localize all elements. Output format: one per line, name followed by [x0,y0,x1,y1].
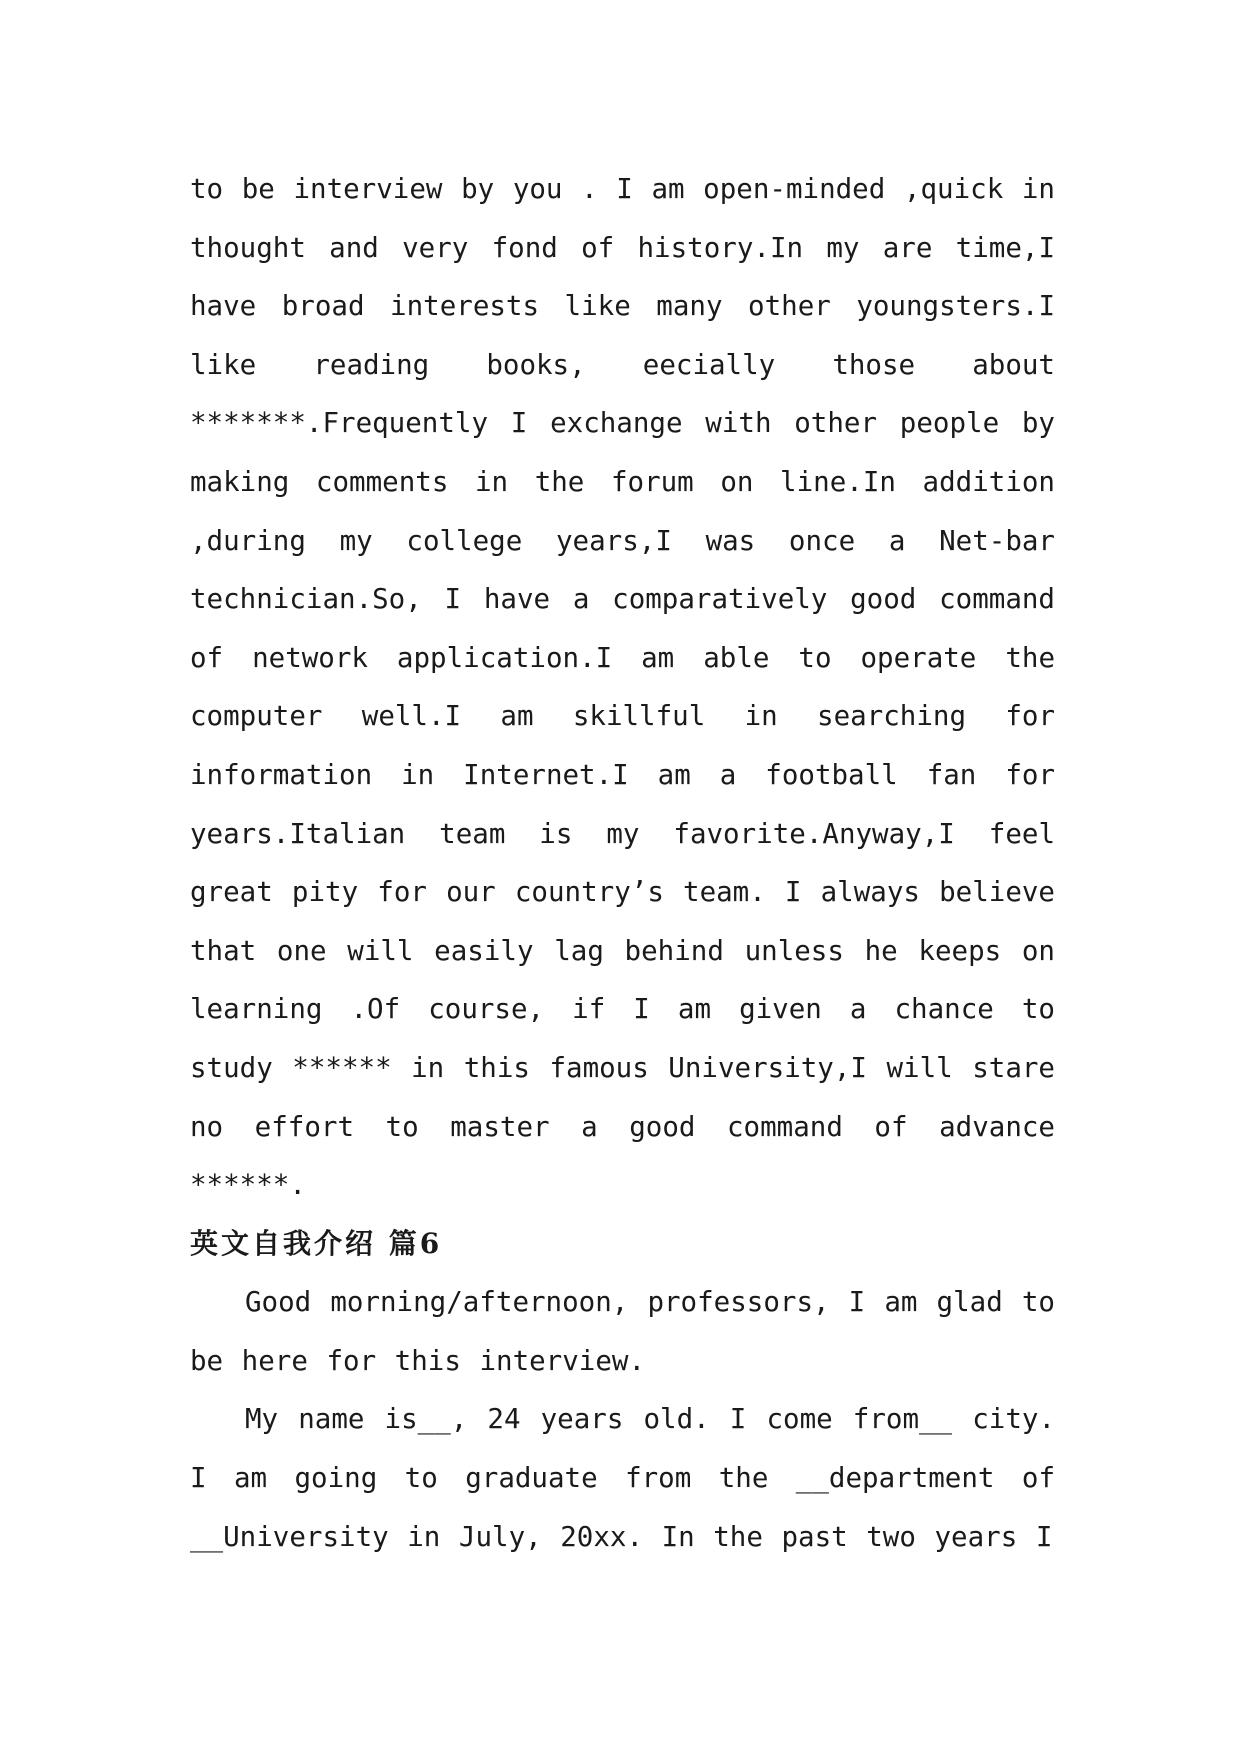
body-paragraph: to be interview by you . I am open-minded ,quick in thought and very fond of history.In my are time,I have broad interests like many other youngsters.I like reading books, eecially those about *******.Frequently I exchange with other people by making comments in the forum on line.In addition ,during my college years,I was once a Net-bar technician.So, I have a comparatively good command of network application.I am able to operate the computer well.I am skillful in searching for information in Internet.I am a football fan for years.Italian team is my favorite.Anyway,I feel great pity for our country’s team. I always believe that one will easily lag behind unless he keeps on learning .Of course, if I am given a chance to study ****** in this famous University,I will stare no effort to master a good command of advance ******. [190,173,1055,1202]
document-body [190,160,1055,1566]
section-heading: 英文自我介绍 篇6 [190,1226,443,1260]
body-paragraph: My name is__, 24 years old. I come from__ city. I am going to graduate from the __department of __University in July, 20xx. In the past two years I [190,1403,1055,1553]
body-paragraph: Good morning/afternoon, professors, I am glad to be here for this interview. [190,1286,1055,1377]
